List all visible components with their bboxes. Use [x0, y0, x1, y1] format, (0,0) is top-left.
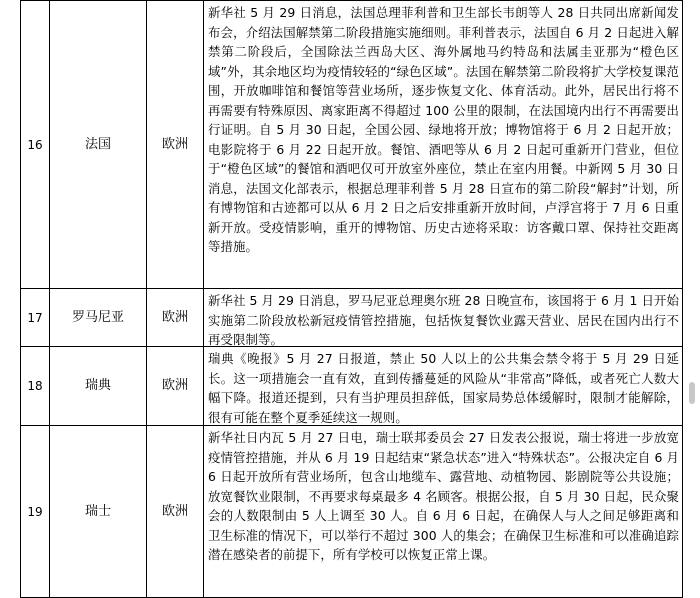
row-number-cell	[21, 426, 50, 597]
region-name: 欧洲	[161, 378, 188, 393]
table-row	[21, 426, 682, 598]
content-text: 新华社 5 月 29 日消息，罗马尼亚总理奥尔班 28 日晚宣布，该国将于 6 月 1 日开始实施第二阶段放松新冠疫情管控措施，包括恢复餐饮业露天营业、居民在国内出行不再受限制等。	[208, 293, 679, 347]
row-number-cell	[21, 1, 50, 288]
row-number-cell	[21, 347, 50, 425]
country-cell	[50, 426, 147, 597]
country-name: 法国	[84, 136, 111, 152]
region-cell	[147, 289, 204, 346]
scrollbar-thumb[interactable]	[689, 382, 695, 404]
country-name: 罗马尼亚	[71, 309, 124, 325]
content-text: 瑞典《晚报》5 月 27 日报道，禁止 50 人以上的公共集会禁令将于 5 月 29 日延长。这一项措施会一直有效，直到传播蔓延的风险从“非常高”降低，或者死亡人数大幅下降。报道还提到，只有当护理员担辞低，国家局势总体缓解时，限制才能解除，很有可能在整个夏季延续这一规则。	[208, 351, 679, 425]
row-number-cell	[21, 289, 50, 346]
table-row	[21, 347, 682, 426]
region-cell	[147, 426, 204, 597]
region-name: 欧洲	[161, 503, 188, 519]
row-number: 19	[27, 504, 43, 519]
region-name: 欧洲	[161, 136, 188, 152]
row-number: 18	[27, 379, 43, 393]
country-cell	[50, 289, 147, 346]
country-name: 瑞士	[84, 503, 111, 519]
region-cell	[147, 1, 204, 288]
region-name: 欧洲	[161, 309, 188, 325]
content-text: 新华社日内瓦 5 月 27 日电，瑞士联邦委员会 27 日发表公报说，瑞士将进一步放宽疫情管控措施，并从 6 月 19 日起结束“紧急状态”进入“特殊状态”。公报决定自 6 月 6 日起开放所有营业场所，包含山地缆车、露营地、动植物园、影剧院等公共设施；放宽餐饮业限制，不再要求每桌最多 4 名顾客。根据公报，自 5 月 30 日起，民众聚会的人数限制由 5 人上调至 30 人。自 6 月 6 日起，在确保人与人之间足够距离和卫生标准的情况下，可以举行不超过 300 人的集会；在确保卫生标准和可以准确追踪潜在感染者的前提下，所有学校可以恢复正常上课。	[208, 430, 679, 562]
row-number: 16	[27, 137, 43, 152]
country-name: 瑞典	[84, 378, 111, 393]
content-text: 新华社 5 月 29 日消息，法国总理菲利普和卫生部长韦朗等人 28 日共同出席新闻发布会，介绍法国解禁第二阶段措施实施细则。菲利普表示，法国自 6 月 2 日起进入解禁第二阶段后，全国除法兰西岛大区、海外属地马约特岛和法属圭亚那为“橙色区域”外，其余地区均为疫情较轻的“绿色区域”。法国在解禁第二阶段将扩大学校复课范围，开放咖啡馆和餐馆等营业场所，逐步恢复文化、体育活动。此外，居民出行将不再需要有特殊原因、离家距离不得超过 100 公里的限制，在法国境内出行不再需要出行证明。自 5 月 30 日起，全国公园、绿地将开放；博物馆将于 6 月 2 日起开放；电影院将于 6 月 22 日起开放。餐馆、酒吧等从 6 月 2 日起可重新开门营业，但位于“橙色区域”的餐馆和酒吧仅可开放室外座位，禁止在室内用餐。中新网 5 月 30 日消息，法国文化部表示，根据总理菲利普 5 月 28 日宣布的第二阶段“解封”计划，所有博物馆和古迹都可以从 6 月 2 日之后安排重新开放时间，卢浮宫将于 7 月 6 日重新开放。受疫情影响，重开的博物馆、历史古迹将采取：访客戴口罩、保持社交距离等措施。	[208, 5, 679, 254]
country-cell	[50, 1, 147, 288]
table-row	[21, 0, 682, 289]
content-cell	[204, 1, 682, 288]
content-cell	[204, 347, 682, 425]
row-number: 17	[27, 310, 43, 325]
content-cell	[204, 426, 682, 597]
policy-table	[20, 0, 683, 598]
country-cell	[50, 347, 147, 425]
content-cell	[204, 289, 682, 346]
vertical-scrollbar[interactable]	[684, 0, 700, 597]
region-cell	[147, 347, 204, 425]
table-row	[21, 289, 682, 347]
